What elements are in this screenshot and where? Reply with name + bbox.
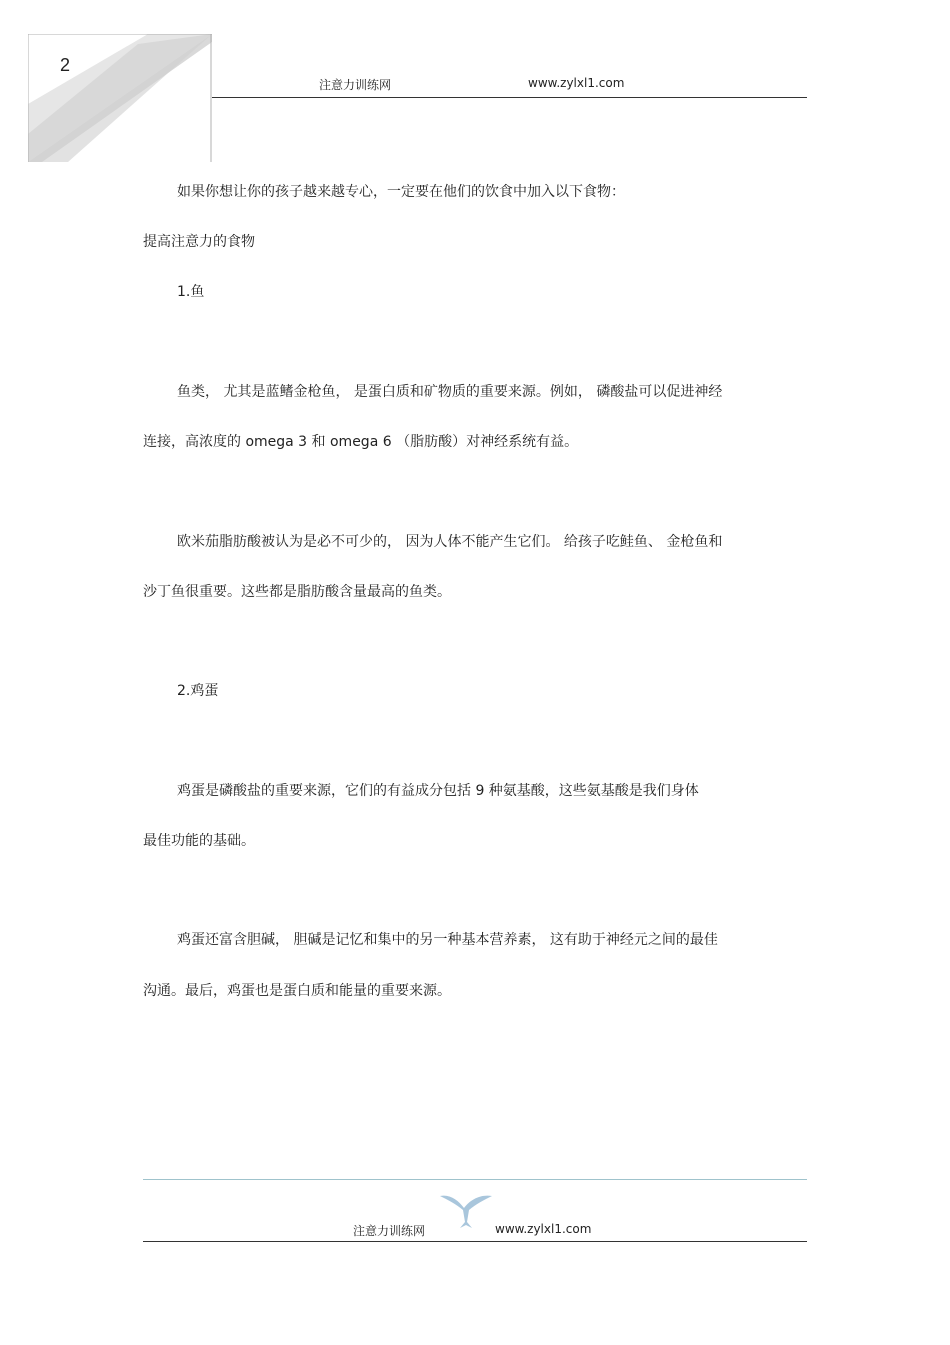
egg-paragraph-2-line-2: 沟通。最后，鸡蛋也是蛋白质和能量的重要来源。 (143, 983, 451, 999)
fish-paragraph-1-line-2: 连接，高浓度的 omega 3 和 omega 6 （脂肪酸）对神经系统有益。 (143, 434, 579, 450)
page-corner-decoration (28, 34, 212, 162)
header-rule (212, 97, 807, 98)
header-site-name: 注意力训练网 (319, 78, 392, 92)
footer-top-rule (143, 1179, 807, 1180)
fish-paragraph-2-line-1: 欧米茄脂肪酸被认为是必不可少的， 因为人体不能产生它们。 给孩子吃鲑鱼、 金枪鱼和 (177, 534, 723, 550)
egg-paragraph-2-line-1: 鸡蛋还富含胆碱， 胆碱是记忆和集中的另一种基本营养素， 这有助于神经元之间的最佳 (177, 932, 718, 948)
footer-bottom-rule (143, 1241, 807, 1242)
egg-paragraph-1-line-1: 鸡蛋是磷酸盐的重要来源，它们的有益成分包括 9 种氨基酸，这些氨基酸是我们身体 (177, 783, 699, 799)
bird-logo-icon (436, 1192, 496, 1232)
egg-paragraph-1-line-2: 最佳功能的基础。 (143, 833, 255, 849)
header-site-url: www.zylxl1.com (528, 76, 625, 90)
fish-paragraph-1-line-1: 鱼类， 尤其是蓝鳍金枪鱼， 是蛋白质和矿物质的重要来源。例如， 磷酸盐可以促进神经 (177, 384, 723, 400)
page-number: 2 (60, 55, 71, 75)
footer-site-url: www.zylxl1.com (495, 1222, 592, 1236)
section-heading: 提高注意力的食物 (143, 234, 255, 250)
intro-paragraph: 如果你想让你的孩子越来越专心，一定要在他们的饮食中加入以下食物： (177, 184, 625, 200)
item-heading-fish: 1.鱼 (177, 284, 205, 300)
item-heading-egg: 2.鸡蛋 (177, 683, 219, 699)
footer-site-name: 注意力训练网 (353, 1224, 426, 1238)
fish-paragraph-2-line-2: 沙丁鱼很重要。这些都是脂肪酸含量最高的鱼类。 (143, 584, 451, 600)
